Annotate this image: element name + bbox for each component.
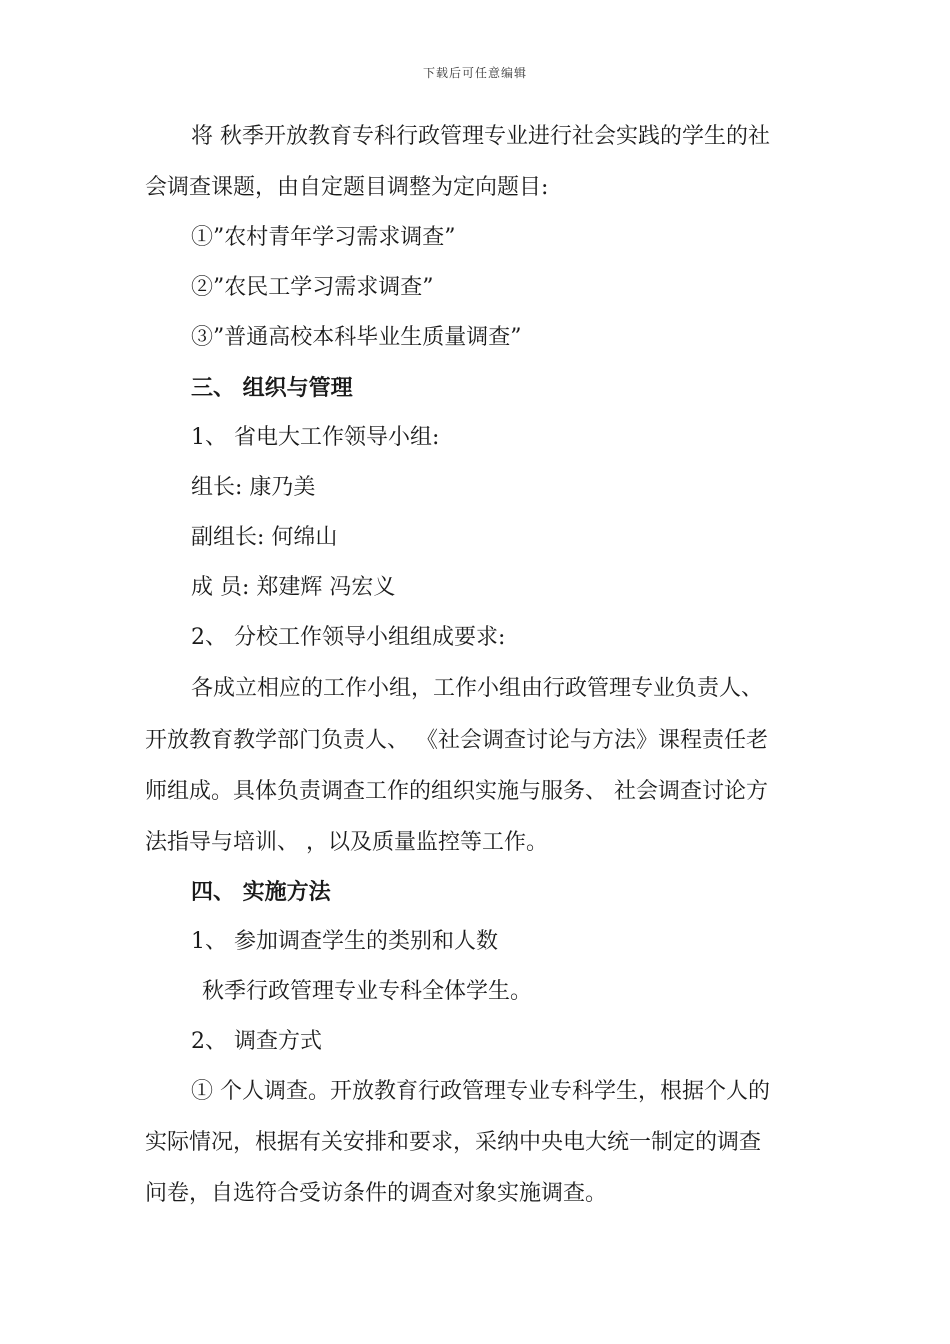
page-header: 下载后可任意编辑 bbox=[422, 66, 527, 80]
topic-item: ③”普通高校本科毕业生质量调查” bbox=[191, 325, 522, 350]
team-deputy-leader: 副组长: 何绵山 bbox=[191, 525, 338, 550]
subsection-heading: 2、 分校工作领导小组组成要求: bbox=[191, 625, 506, 650]
subsection-heading: 2、 调查方式 bbox=[191, 1029, 322, 1054]
paragraph-line: 开放教育教学部门负责人、 《社会调查讨论与方法》课程责任老 bbox=[145, 728, 768, 753]
paragraph-line: 各成立相应的工作小组，工作小组由行政管理专业负责人、 bbox=[191, 676, 764, 701]
paragraph-line: 秋季行政管理专业专科全体学生。 bbox=[202, 979, 533, 1004]
paragraph-line: 实际情况，根据有关安排和要求，采纳中央电大统一制定的调查 bbox=[145, 1130, 762, 1155]
paragraph-line: ① 个人调查。开放教育行政管理专业专科学生，根据个人的 bbox=[191, 1079, 770, 1104]
subsection-heading: 1、 参加调查学生的类别和人数 bbox=[191, 929, 498, 954]
topic-item: ①”农村青年学习需求调查” bbox=[191, 225, 456, 250]
section-heading: 四、 实施方法 bbox=[191, 879, 331, 905]
paragraph-line: 将 秋季开放教育专科行政管理专业进行社会实践的学生的社 bbox=[191, 124, 770, 149]
topic-item: ②”农民工学习需求调查” bbox=[191, 275, 434, 300]
section-heading: 三、 组织与管理 bbox=[191, 375, 353, 401]
team-members: 成 员: 郑建辉 冯宏义 bbox=[191, 575, 396, 600]
subsection-heading: 1、 省电大工作领导小组: bbox=[191, 425, 440, 450]
team-leader: 组长: 康乃美 bbox=[191, 475, 316, 500]
paragraph-line: 问卷，自选符合受访条件的调查对象实施调查。 bbox=[145, 1181, 608, 1206]
paragraph-line: 法指导与培训、 ，以及质量监控等工作。 bbox=[145, 830, 548, 855]
paragraph-line: 师组成。具体负责调查工作的组织实施与服务、 社会调查讨论方 bbox=[145, 779, 768, 804]
paragraph-line: 会调查课题，由自定题目调整为定向题目: bbox=[145, 175, 549, 200]
